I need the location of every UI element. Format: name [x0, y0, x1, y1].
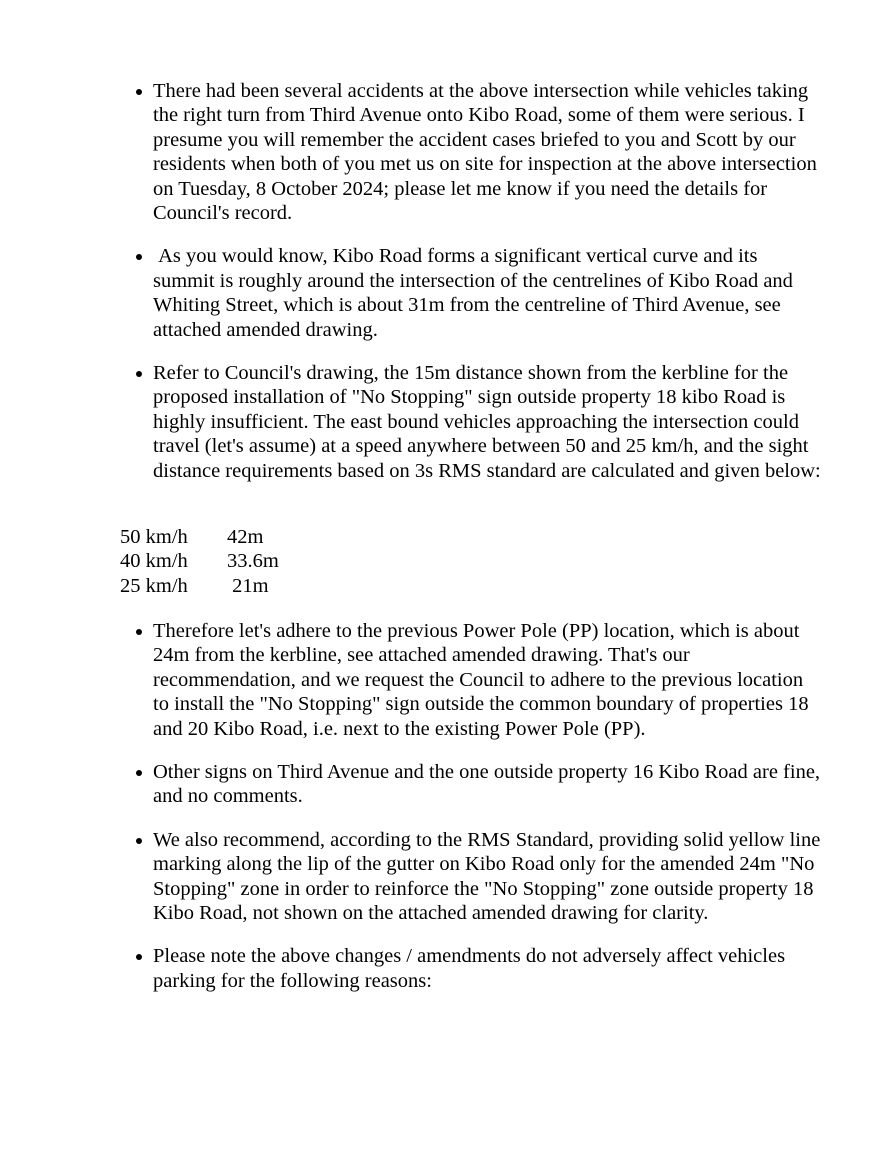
- speed-cell: 40 km/h: [120, 550, 188, 573]
- distance-cell: 33.6m: [227, 550, 279, 573]
- bullet-text: We also recommend, according to the RMS Standard, providing solid yellow line marking along the lip of the gutter on Kibo Road only for the amended 24m "No Stopping" zone in order to reinforce the "No Stopping" zone outside property 18 Kibo Road, not shown on the attached amended drawing for clarity.: [153, 828, 826, 925]
- speed-cell: 25 km/h: [120, 574, 188, 597]
- bullet-text: There had been several accidents at the above intersection while vehicles taking the right turn from Third Avenue onto Kibo Road, some of them were serious. I presume you will remember the accident cases briefed to you and Scott by our residents when both of you met us on site for inspection at the above intersection on Tuesday, 8 October 2024; please let me know if you need the details for Council's record.: [153, 80, 822, 225]
- distance-cell: 42m: [227, 526, 264, 548]
- bullet-text: Other signs on Third Avenue and the one outside property 16 Kibo Road are fine, and no comments.: [153, 761, 826, 808]
- bullet-text: Refer to Council's drawing, the 15m distance shown from the kerbline for the proposed installation of "No Stopping" sign outside property 18 kibo Road is highly insufficient. The east bound vehicles approaching the intersection could travel (let's assume) at a speed anywhere between 50 and 25 km/h, and the sight distance requirements based on 3s RMS standard are calculated and given below:: [153, 362, 821, 482]
- bullet-text: Please note the above changes / amendments do not adversely affect vehicles parking for the following reasons:: [153, 945, 791, 992]
- list-item: [0, 760, 892, 809]
- bullet-dot-icon: [136, 89, 142, 95]
- table-row: [120, 525, 279, 549]
- bullet-dot-icon: [136, 838, 142, 844]
- table-row: [120, 549, 279, 573]
- list-item: [0, 944, 892, 993]
- speed-cell: 50 km/h: [120, 526, 188, 548]
- list-item: [0, 828, 892, 926]
- bullet-text: As you would know, Kibo Road forms a significant vertical curve and its summit is roughly around the intersection of the centrelines of Kibo Road and Whiting Street, which is about 31m from the centreline of Third Avenue, see attached amended drawing.: [153, 245, 798, 341]
- table-row: [120, 574, 279, 598]
- bullet-text: Therefore let's adhere to the previous Power Pole (PP) location, which is about 24m from the kerbline, see attached amended drawing. That's our recommendation, and we request the Council to adhere to the previous location to install the "No Stopping" sign outside the common boundary of properties 18 and 20 Kibo Road, i.e. next to the existing Power Pole (PP).: [153, 620, 814, 740]
- list-item: [0, 244, 892, 342]
- list-item: [0, 361, 892, 483]
- bullet-list-recommendations: [0, 619, 892, 1012]
- bullet-dot-icon: [136, 371, 142, 377]
- bullet-dot-icon: [136, 629, 142, 635]
- sight-distance-table: [120, 525, 279, 598]
- bullet-dot-icon: [136, 954, 142, 960]
- bullet-dot-icon: [136, 254, 142, 260]
- bullet-dot-icon: [136, 770, 142, 776]
- list-item: [0, 619, 892, 741]
- list-item: [0, 79, 892, 225]
- distance-cell: 21m: [227, 574, 269, 597]
- bullet-list-intro: [0, 79, 892, 502]
